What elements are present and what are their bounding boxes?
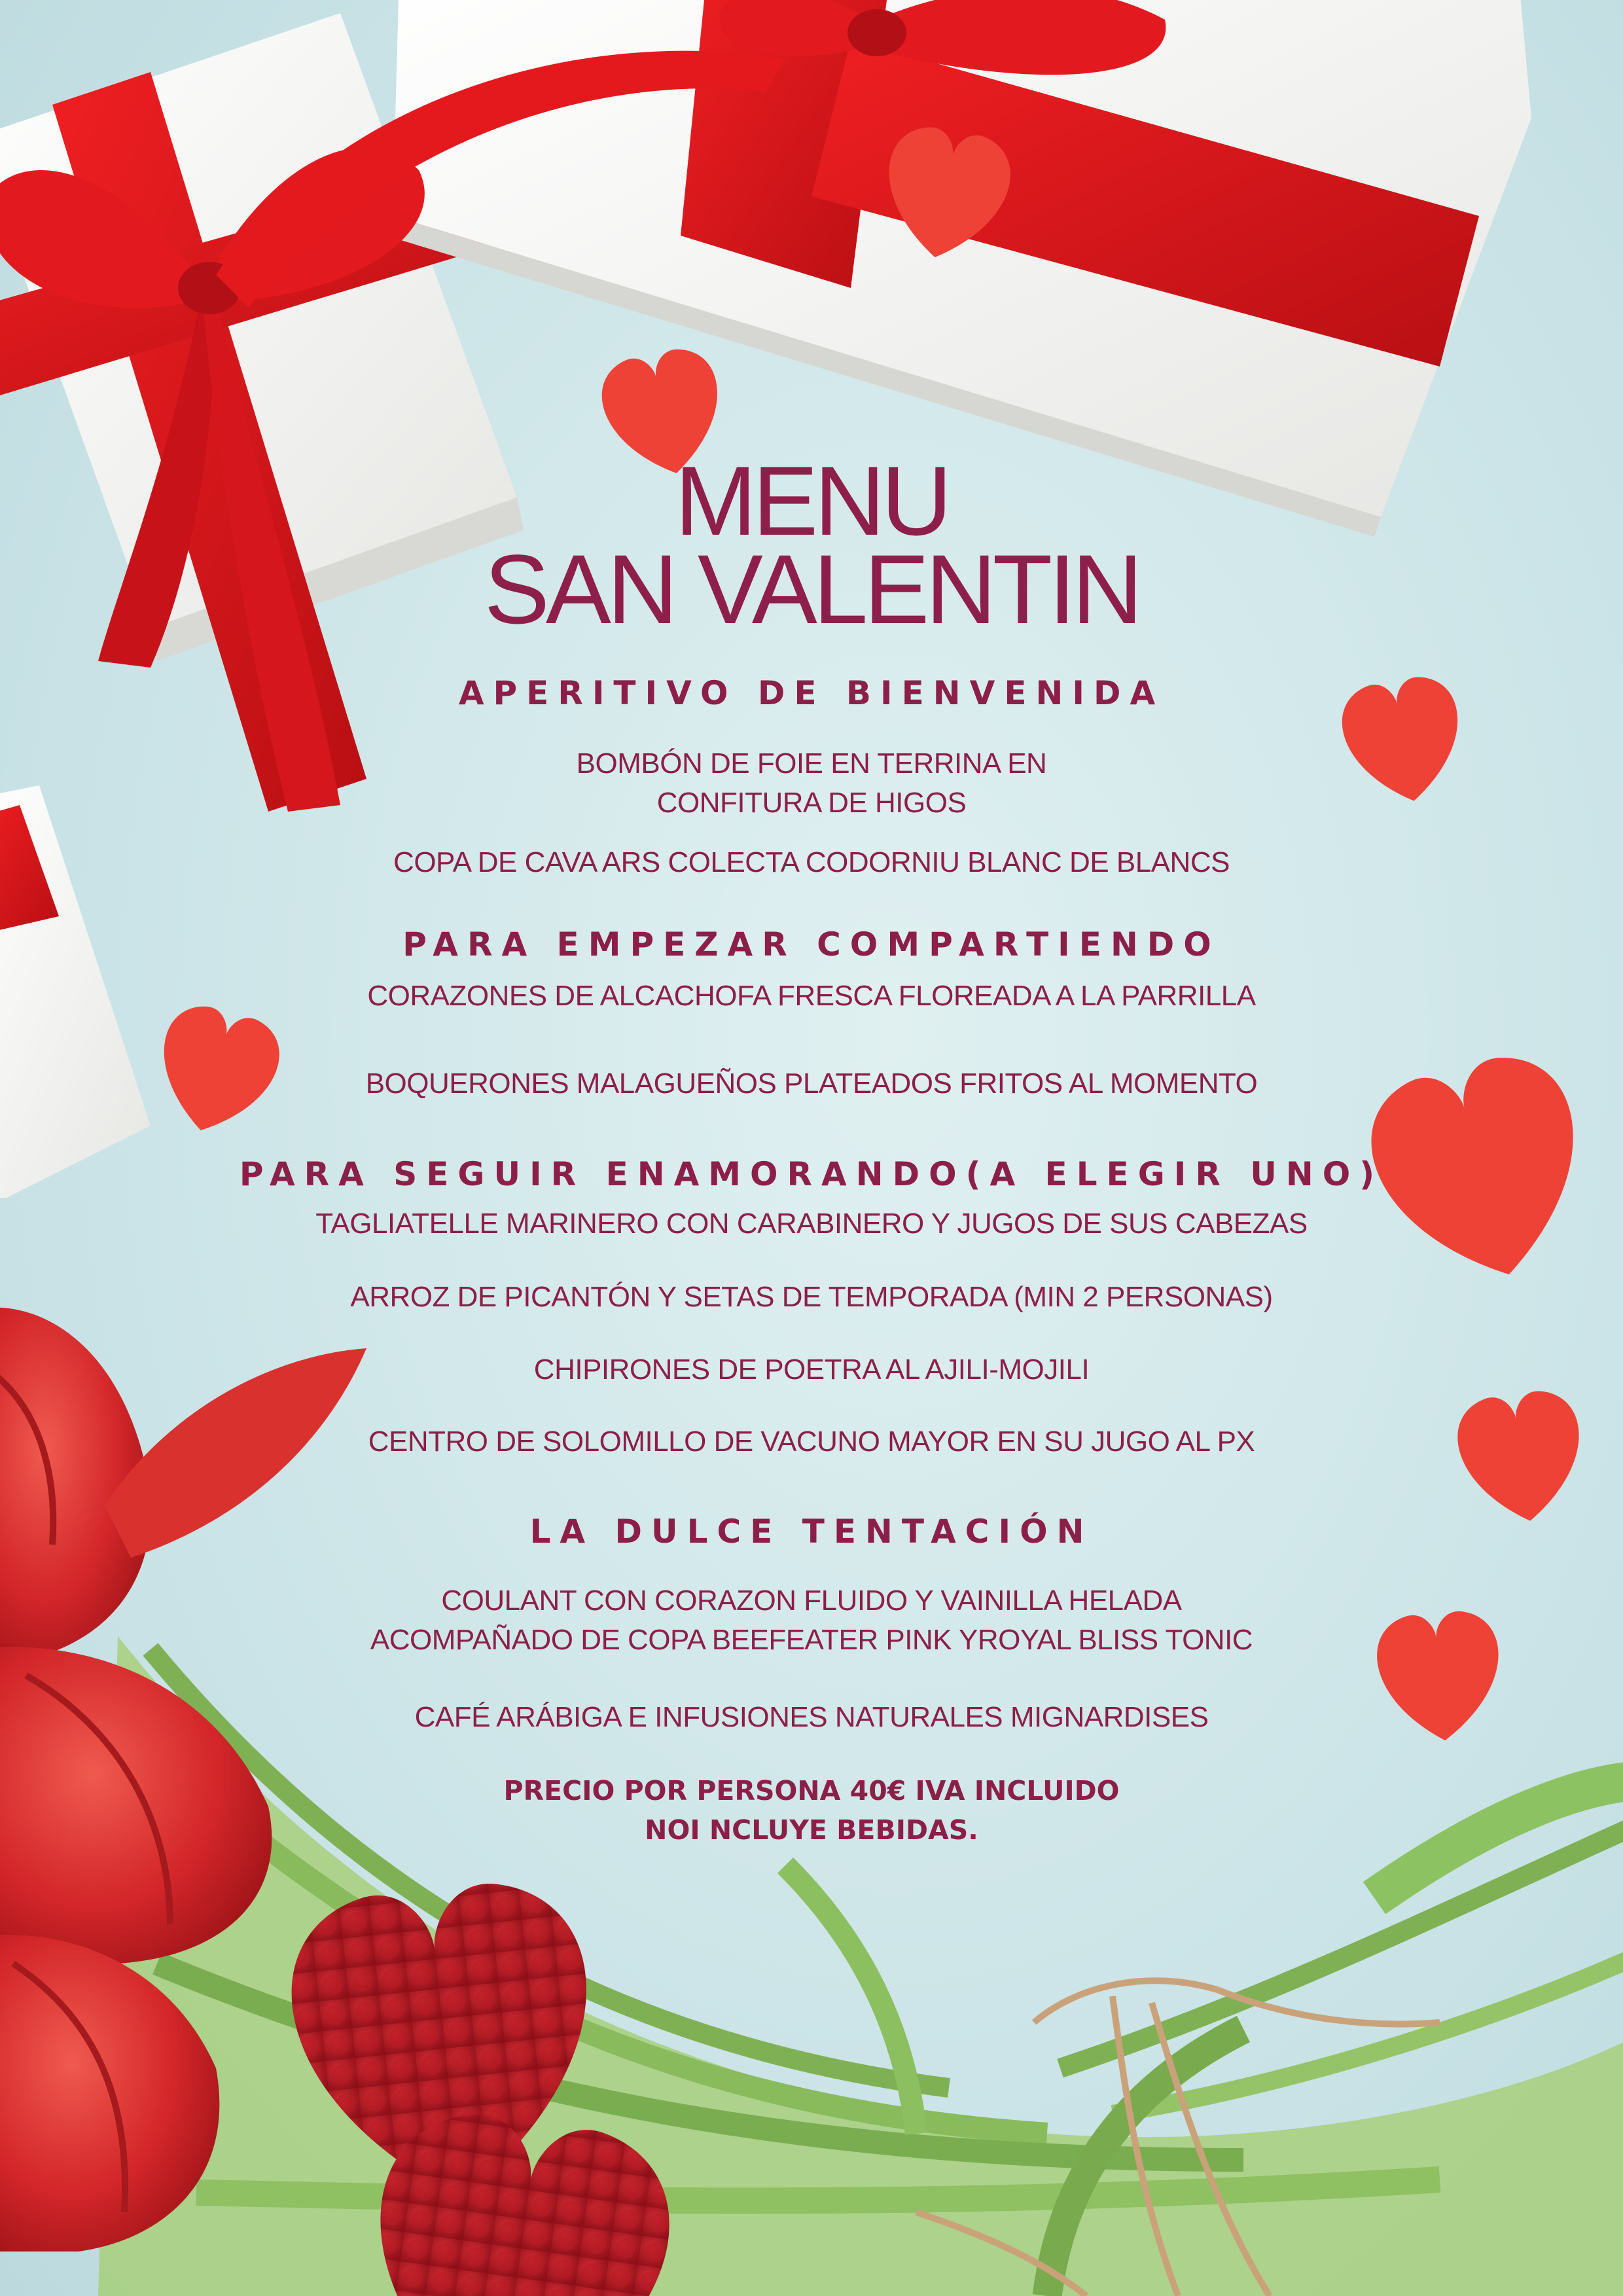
menu-title-line2: SAN VALENTIN — [484, 534, 1139, 644]
menu-item: COPA DE CAVA ARS COLECTA CODORNIU BLANC DE BLANCS — [393, 846, 1230, 878]
menu-item: ACOMPAÑADO DE COPA BEEFEATER PINK YROYAL BLISS TONIC — [370, 1624, 1253, 1656]
menu-item: CHIPIRONES DE POETRA AL AJILI-MOJILI — [533, 1354, 1090, 1386]
menu-item: CAFÉ ARÁBIGA E INFUSIONES NATURALES MIGNARDISES — [414, 1701, 1209, 1733]
menu-item: BOMBÓN DE FOIE EN TERRINA EN — [576, 747, 1047, 780]
menu-item: CORAZONES DE ALCACHOFA FRESCA FLOREADA A LA PARRILLA — [367, 980, 1256, 1012]
price-line: PRECIO POR PERSONA 40€ IVA INCLUIDO — [503, 1775, 1120, 1806]
menu-item: CENTRO DE SOLOMILLO DE VACUNO MAYOR EN SU JUGO AL PX — [368, 1426, 1255, 1458]
menu-title-line1: MENU — [675, 446, 948, 556]
section-heading-aperitivo: APERITIVO DE BIENVENIDA — [458, 674, 1165, 712]
menu-item: BOQUERONES MALAGUEÑOS PLATEADOS FRITOS AL MOMENTO — [365, 1067, 1258, 1100]
menu-item: CONFITURA DE HIGOS — [656, 787, 967, 819]
section-heading-empezar: PARA EMPEZAR COMPARTIENDO — [402, 925, 1221, 963]
price-note: NOI NCLUYE BEBIDAS. — [645, 1814, 978, 1846]
menu-item: TAGLIATELLE MARINERO CON CARABINERO Y JUGOS DE SUS CABEZAS — [315, 1208, 1308, 1240]
section-heading-seguir: PARA SEGUIR ENAMORANDO(A ELEGIR UNO) — [239, 1155, 1384, 1193]
section-heading-dulce: LA DULCE TENTACIÓN — [529, 1513, 1094, 1551]
menu-item: COULANT CON CORAZON FLUIDO Y VAINILLA HELADA — [441, 1585, 1182, 1617]
menu-item: ARROZ DE PICANTÓN Y SETAS DE TEMPORADA (MIN 2 PERSONAS) — [350, 1281, 1273, 1313]
